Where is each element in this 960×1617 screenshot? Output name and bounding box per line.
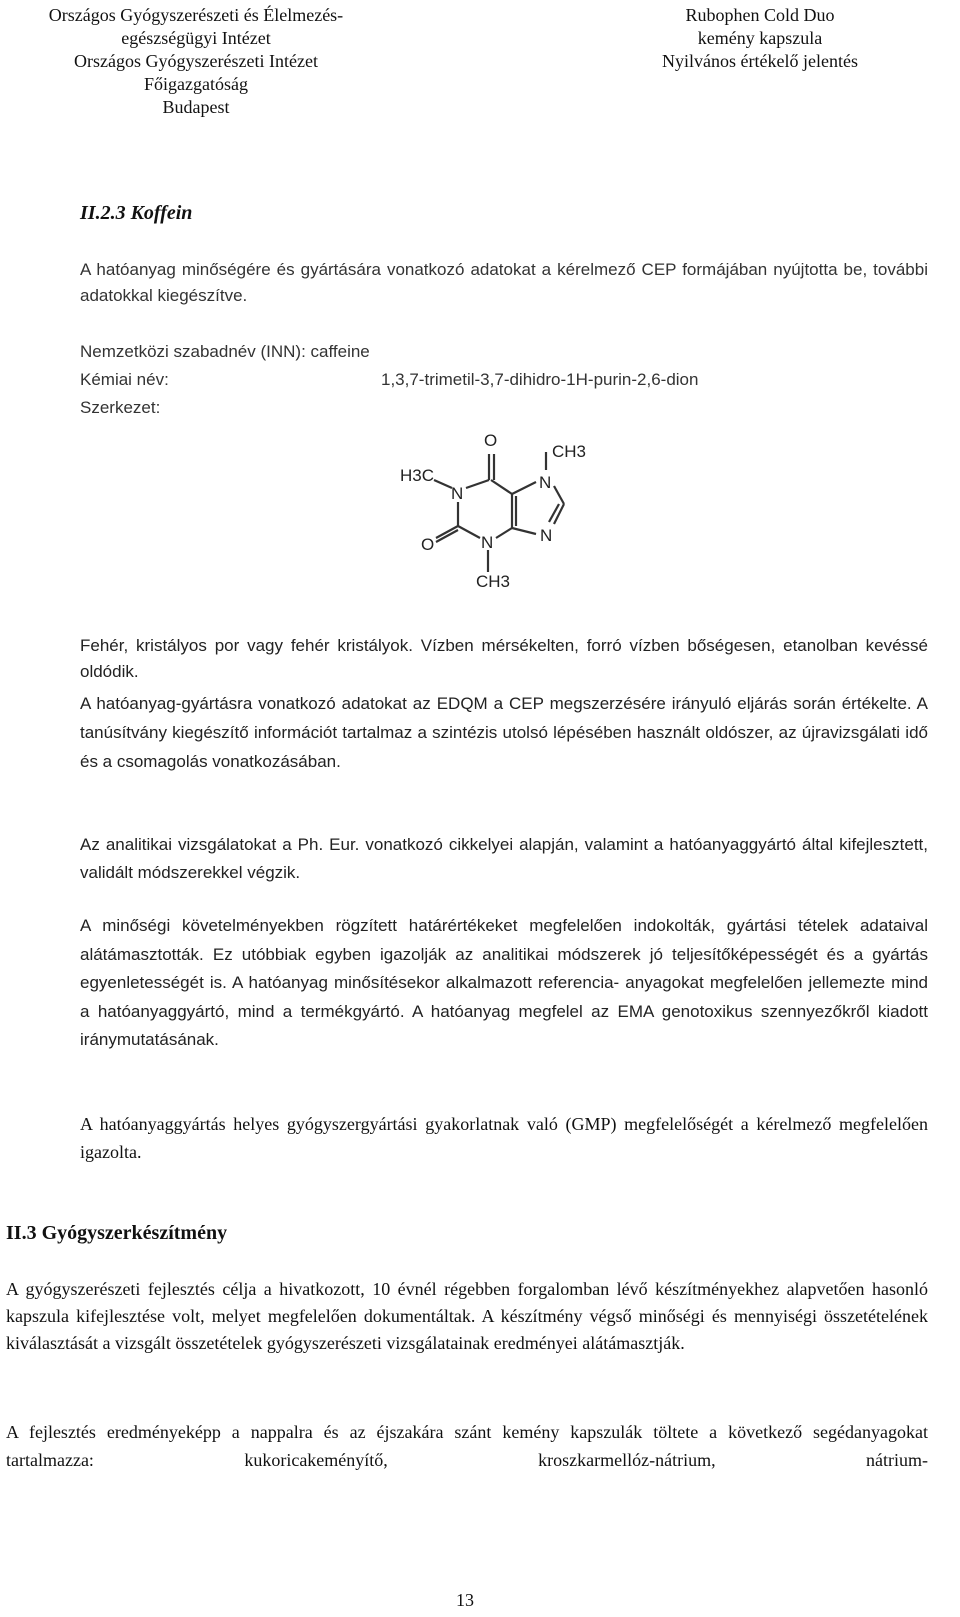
structure-label-n9: N	[540, 526, 553, 545]
structure-label-ch3-bottom: CH3	[476, 572, 511, 591]
header-right-line: Rubophen Cold Duo	[685, 5, 835, 25]
analytical-paragraph: Az analitikai vizsgálatokat a Ph. Eur. vonatkozó cikkelyei alapján, valamint a hatóanyaggyártó által kifejlesztett, validált módszerekkel végzik.	[80, 835, 928, 882]
structure-label-n7: N	[539, 473, 552, 492]
description-paragraph: Fehér, kristályos por vagy fehér kristályok. Vízben mérsékelten, forró vízben bőségesen, etanolban kevéssé oldódik.	[80, 636, 928, 681]
header-left-line: Országos Gyógyszerészeti Intézet	[74, 51, 318, 71]
structure-label-o-left: O	[421, 535, 435, 554]
structure-label-n1: N	[451, 484, 464, 503]
header-right	[640, 4, 880, 73]
structure-label: Szerkezet:	[80, 398, 161, 417]
header-right-line: kemény kapszula	[697, 28, 823, 48]
chemical-name-label: Kémiai név:	[80, 370, 169, 389]
chemical-name-value: 1,3,7-trimetil-3,7-dihidro-1H-purin-2,6-dion	[381, 370, 699, 389]
page-number: 13	[456, 1590, 474, 1610]
structure-label-ch3-top: CH3	[552, 442, 587, 461]
structure-label-h3c: H3C	[400, 466, 435, 485]
development-paragraph: A gyógyszerészeti fejlesztés célja a hivatkozott, 10 évnél régebben forgalomban lévő készítményekhez alapvetően hasonló kapszula kifejlesztése volt, melyet megfelelően dokumentáltak. A készítmény végső minőségi és mennyiségi összetételének kiválasztását a vizsgált összetételek gyógyszerészeti vizsgálatainak eredményei alátámasztják.	[6, 1279, 928, 1353]
gmp-paragraph: A hatóanyaggyártás helyes gyógyszergyártási gyakorlatnak való (GMP) megfelelőségét a kérelmező megfelelően igazolta.	[80, 1114, 928, 1162]
structure-label-o-top: O	[484, 431, 498, 450]
excipients-paragraph: A fejlesztés eredményeképp a nappalra és az éjszakára szánt kemény kapszulák töltete a következő segédanyagokat tartalmazza: kukoricakeményítő, kroszkarmellóz-nátrium, nátrium-	[6, 1422, 928, 1470]
structure-label-n3: N	[481, 533, 494, 552]
header-left	[6, 4, 386, 119]
header-left-line: Országos Gyógyszerészeti és Élelmezés-	[48, 5, 344, 25]
caffeine-structure-diagram	[396, 424, 606, 594]
specification-paragraph: A minőségi követelményekben rögzített határértékeket megfelelően indokolták, gyártási tételek adataival alátámasztották. Ez utóbbiak egyben igazolják az analitikai módszerek jó teljesítőképességét és a gyártás egyenletességét is. A hatóanyag minősítésekor alkalmazott referencia- anyagokat megfelelően jellemezte mind a hatóanyaggyártó, mind a termékgyártó. A hatóanyag megfelel az EMA genotoxikus szennyezőkről kiadott iránymutatásának.	[80, 916, 928, 1049]
header-left-line: Főigazgatóság	[144, 74, 248, 94]
header-left-line: egészségügyi Intézet	[121, 28, 271, 48]
section-title-gyogyszerkeszitmeny: II.3 Gyógyszerkészítmény	[6, 1222, 228, 1244]
inn-label: Nemzetközi szabadnév (INN): caffeine	[80, 342, 370, 361]
header-left-line: Budapest	[162, 97, 230, 117]
section-title-koffein: II.2.3 Koffein	[80, 202, 193, 224]
header-right-line: Nyilvános értékelő jelentés	[662, 51, 858, 71]
intro-paragraph: A hatóanyag minőségére és gyártására vonatkozó adatokat a kérelmező CEP formájában nyújtotta be, további adatokkal kiegészítve.	[80, 260, 928, 305]
manufacturing-paragraph: A hatóanyag-gyártásra vonatkozó adatokat az EDQM a CEP megszerzésére irányuló eljárás során értékelte. A tanúsítvány kiegészítő információt tartalmaz a szintézis utolsó lépésében használt oldószer, az újravizsgálati idő és a csomagolás vonatkozásában.	[80, 694, 928, 771]
